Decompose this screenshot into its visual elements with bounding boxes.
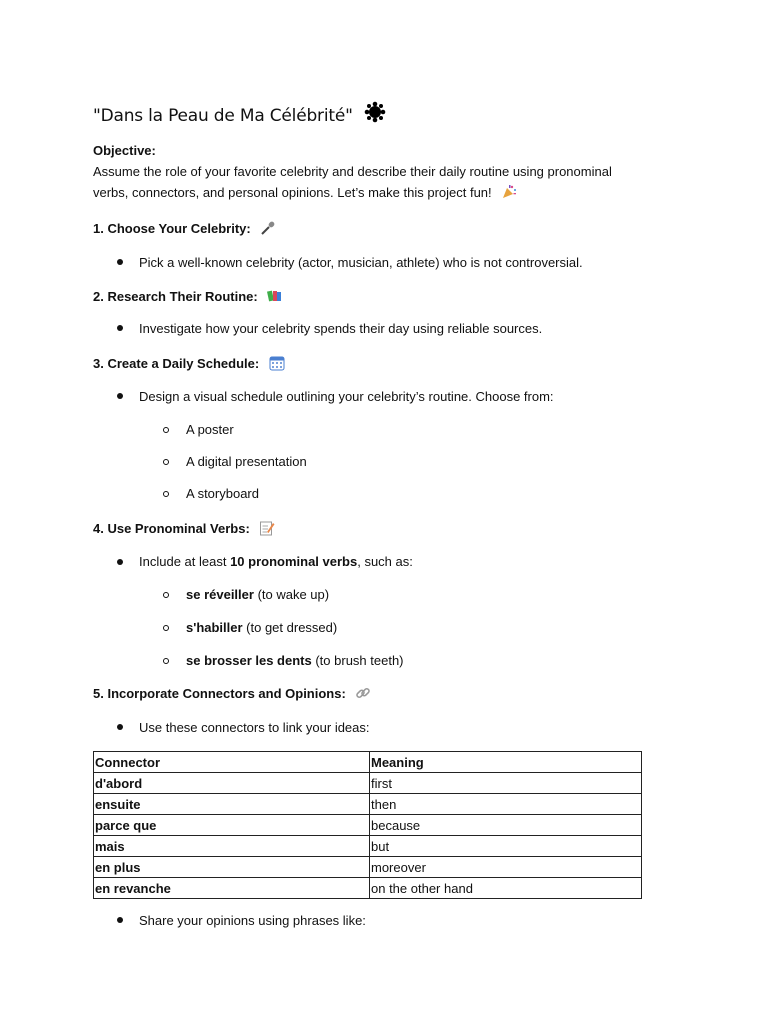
step-4-bullet: [139, 551, 413, 572]
table-cell: parce que: [94, 815, 370, 836]
table-cell: moreover: [370, 857, 642, 878]
verb-item: [186, 584, 329, 605]
step-3-heading-text: 3. Create a Daily Schedule:: [93, 356, 260, 371]
table-header-cell: Connector: [94, 752, 370, 773]
step-2-bullet: Investigate how your celebrity spends their day using reliable sources.: [139, 321, 543, 336]
party-popper-icon: [501, 184, 517, 206]
table-row: [94, 794, 642, 815]
option-poster: A poster: [186, 422, 234, 437]
objective-line-1: Assume the role of your favorite celebrity and describe their daily routine using pronominal: [93, 164, 612, 179]
step-4-heading: [93, 518, 275, 542]
memo-icon: [259, 520, 275, 542]
sub-bullet-marker: [163, 427, 169, 433]
objective-line-2-text: verbs, connectors, and personal opinions. Let’s make this project fun!: [93, 185, 492, 200]
verb-term: s'habiller: [186, 620, 243, 635]
page-title-text: "Dans la Peau de Ma Célébrité": [93, 106, 353, 126]
option-storyboard: A storyboard: [186, 486, 259, 501]
verb-gloss: (to get dressed): [242, 620, 338, 635]
connectors-table: [93, 751, 642, 899]
verb-gloss: (to brush teeth): [311, 653, 404, 668]
objective-line-2: [93, 182, 517, 206]
table-cell: ensuite: [94, 794, 370, 815]
step-3-heading: [93, 353, 285, 377]
sub-bullet-marker: [163, 592, 169, 598]
books-icon: [267, 288, 283, 310]
table-cell: then: [370, 794, 642, 815]
table-header-cell: Meaning: [370, 752, 642, 773]
bullet-marker: [117, 259, 123, 265]
table-cell: but: [370, 836, 642, 857]
objective-label: Objective:: [93, 143, 156, 158]
splat-icon: [364, 101, 386, 128]
verb-item: [186, 617, 337, 638]
step-4-bullet-bold: 10 pronominal verbs: [230, 554, 358, 569]
step-3-bullet: Design a visual schedule outlining your celebrity’s routine. Choose from:: [139, 389, 554, 404]
table-row: [94, 836, 642, 857]
step-2-heading: [93, 286, 283, 310]
step-4-bullet-post: , such as:: [357, 554, 413, 569]
microphone-icon: [260, 220, 276, 242]
calendar-icon: [269, 355, 285, 377]
table-cell: first: [370, 773, 642, 794]
step-5-bullet: Use these connectors to link your ideas:: [139, 720, 370, 735]
sub-bullet-marker: [163, 658, 169, 664]
bullet-marker: [117, 559, 123, 565]
bullet-marker: [117, 724, 123, 730]
verb-term: se réveiller: [186, 587, 254, 602]
step-1-bullet: Pick a well-known celebrity (actor, musician, athlete) who is not controversial.: [139, 255, 583, 270]
table-cell: on the other hand: [370, 878, 642, 899]
step-1-heading: [93, 218, 276, 242]
sub-bullet-marker: [163, 459, 169, 465]
step-1-heading-text: 1. Choose Your Celebrity:: [93, 221, 251, 236]
step-4-bullet-pre: Include at least: [139, 554, 231, 569]
step-4-heading-text: 4. Use Pronominal Verbs:: [93, 521, 250, 536]
page-title: [93, 101, 386, 128]
sub-bullet-marker: [163, 491, 169, 497]
bullet-marker: [117, 917, 123, 923]
table-row: [94, 773, 642, 794]
table-cell: en plus: [94, 857, 370, 878]
step-5-heading-text: 5. Incorporate Connectors and Opinions:: [93, 686, 346, 701]
sub-bullet-marker: [163, 625, 169, 631]
verb-gloss: (to wake up): [253, 587, 330, 602]
table-row: [94, 857, 642, 878]
step-5-heading: [93, 683, 371, 707]
step-2-heading-text: 2. Research Their Routine:: [93, 289, 258, 304]
table-header-row: [94, 752, 642, 773]
table-cell: en revanche: [94, 878, 370, 899]
table-cell: mais: [94, 836, 370, 857]
link-icon: [355, 685, 371, 707]
table-cell: because: [370, 815, 642, 836]
bullet-marker: [117, 393, 123, 399]
table-cell: d'abord: [94, 773, 370, 794]
verb-term: se brosser les dents: [186, 653, 312, 668]
option-digital-presentation: A digital presentation: [186, 454, 307, 469]
step-5-bullet-2: Share your opinions using phrases like:: [139, 913, 366, 928]
table-row: [94, 878, 642, 899]
bullet-marker: [117, 325, 123, 331]
table-row: [94, 815, 642, 836]
verb-item: [186, 650, 404, 671]
